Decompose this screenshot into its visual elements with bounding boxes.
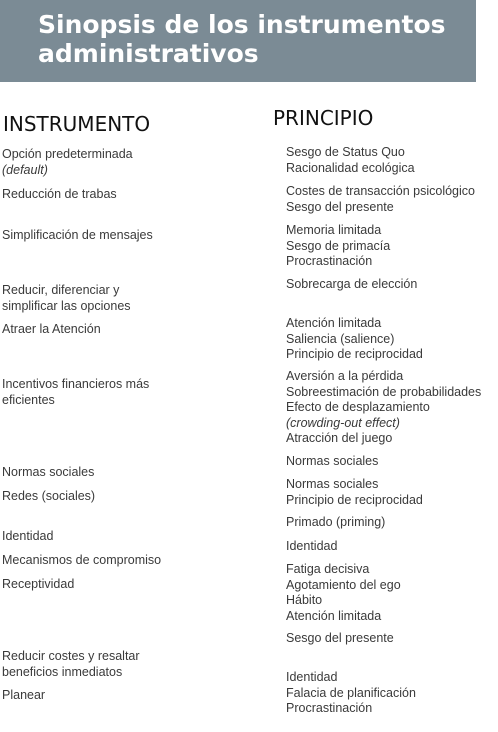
principle-item [286,277,417,293]
principle-item [286,369,481,447]
principle-line: Atención limitada [286,316,382,330]
instrument-item [2,228,153,244]
principle-item [286,184,475,215]
principle-item [286,223,390,270]
principle-line: Fatiga decisiva [286,562,370,576]
principle-item [286,316,423,363]
instrument-line: Incentivos financieros más [2,377,150,391]
principle-line: Identidad [286,670,338,684]
principle-line: Normas sociales [286,477,379,491]
principle-line: Atención limitada [286,608,382,623]
principle-line: Aversión a la pérdida [286,369,404,383]
instrument-line: Reducción de trabas [2,187,117,201]
instrument-item [2,649,140,680]
principle-item [286,562,401,624]
principle-line: Memoria limitada [286,223,382,237]
instrument-item [2,577,74,593]
instrument-item [2,187,117,203]
principle-line: Sesgo del presente [286,199,394,214]
title-line-2: administrativos [38,39,259,68]
principle-line: Agotamiento del ego [286,577,401,592]
principle-line: Procrastinación [286,254,373,268]
instrument-line: Simplificación de mensajes [2,228,153,242]
instrument-item [2,688,45,704]
principle-line: Procrastinación [286,701,373,715]
principle-item [286,539,337,555]
instrument-line: Mecanismos de compromiso [2,553,162,567]
instrument-item [2,553,161,569]
principle-line: Efecto de desplazamiento [286,400,430,414]
principle-line: Primado (priming) [286,515,386,529]
principle-line: Saliencia (salience) [286,331,395,346]
principle-line: Atracción del juego [286,431,393,445]
principle-line: Sobrecarga de elección [286,277,418,291]
principle-line: Principio de reciprocidad [286,347,423,361]
instrument-line: Normas sociales [2,465,95,479]
principle-item [286,670,416,717]
instrument-line: Reducir, diferenciar y [2,283,120,297]
principle-item [286,145,415,176]
principle-line: Falacia de planificación [286,685,416,700]
principle-line: Hábito [286,593,323,607]
principle-line: Identidad [286,539,338,553]
instrument-line: Atraer la Atención [2,322,101,336]
principle-line: (crowding-out effect) [286,415,400,430]
principle-line: Principio de reciprocidad [286,492,423,507]
principle-item [286,631,394,647]
principle-line: Costes de transacción psicológico [286,184,475,198]
instrument-line: Redes (sociales) [2,489,96,503]
instrument-item [2,147,133,178]
instrument-line: eficientes [2,392,55,407]
instrument-line: Planear [2,688,46,702]
principle-item [286,515,385,531]
instrument-line: simplificar las opciones [2,298,131,313]
principle-item [286,454,378,470]
instrument-line: Receptividad [2,577,75,591]
instrument-item [2,283,131,314]
principle-column-header: PRINCIPIO [273,106,374,130]
instrument-column-header: INSTRUMENTO [3,112,151,136]
principle-line: Sesgo de primacía [286,238,391,253]
instrument-item [2,529,53,545]
instrument-line: (default) [2,162,48,177]
principle-line: Sesgo del presente [286,631,394,645]
principle-line: Sesgo de Status Quo [286,145,405,159]
instrument-item [2,489,95,505]
instrument-item [2,465,94,481]
instrument-item [2,377,149,408]
principle-line: Sobreestimación de probabilidades [286,384,482,399]
principle-line: Racionalidad ecológica [286,160,415,175]
instrument-line: Opción predeterminada [2,147,133,161]
instrument-line: Identidad [2,529,54,543]
principle-line: Normas sociales [286,454,379,468]
title-line-1: Sinopsis de los instrumentos [38,10,446,39]
instrument-item [2,322,101,338]
instrument-line: Reducir costes y resaltar [2,649,140,663]
title-banner [0,0,476,82]
principle-item [286,477,423,508]
page-title [38,10,446,68]
instrument-line: beneficios inmediatos [2,664,123,679]
